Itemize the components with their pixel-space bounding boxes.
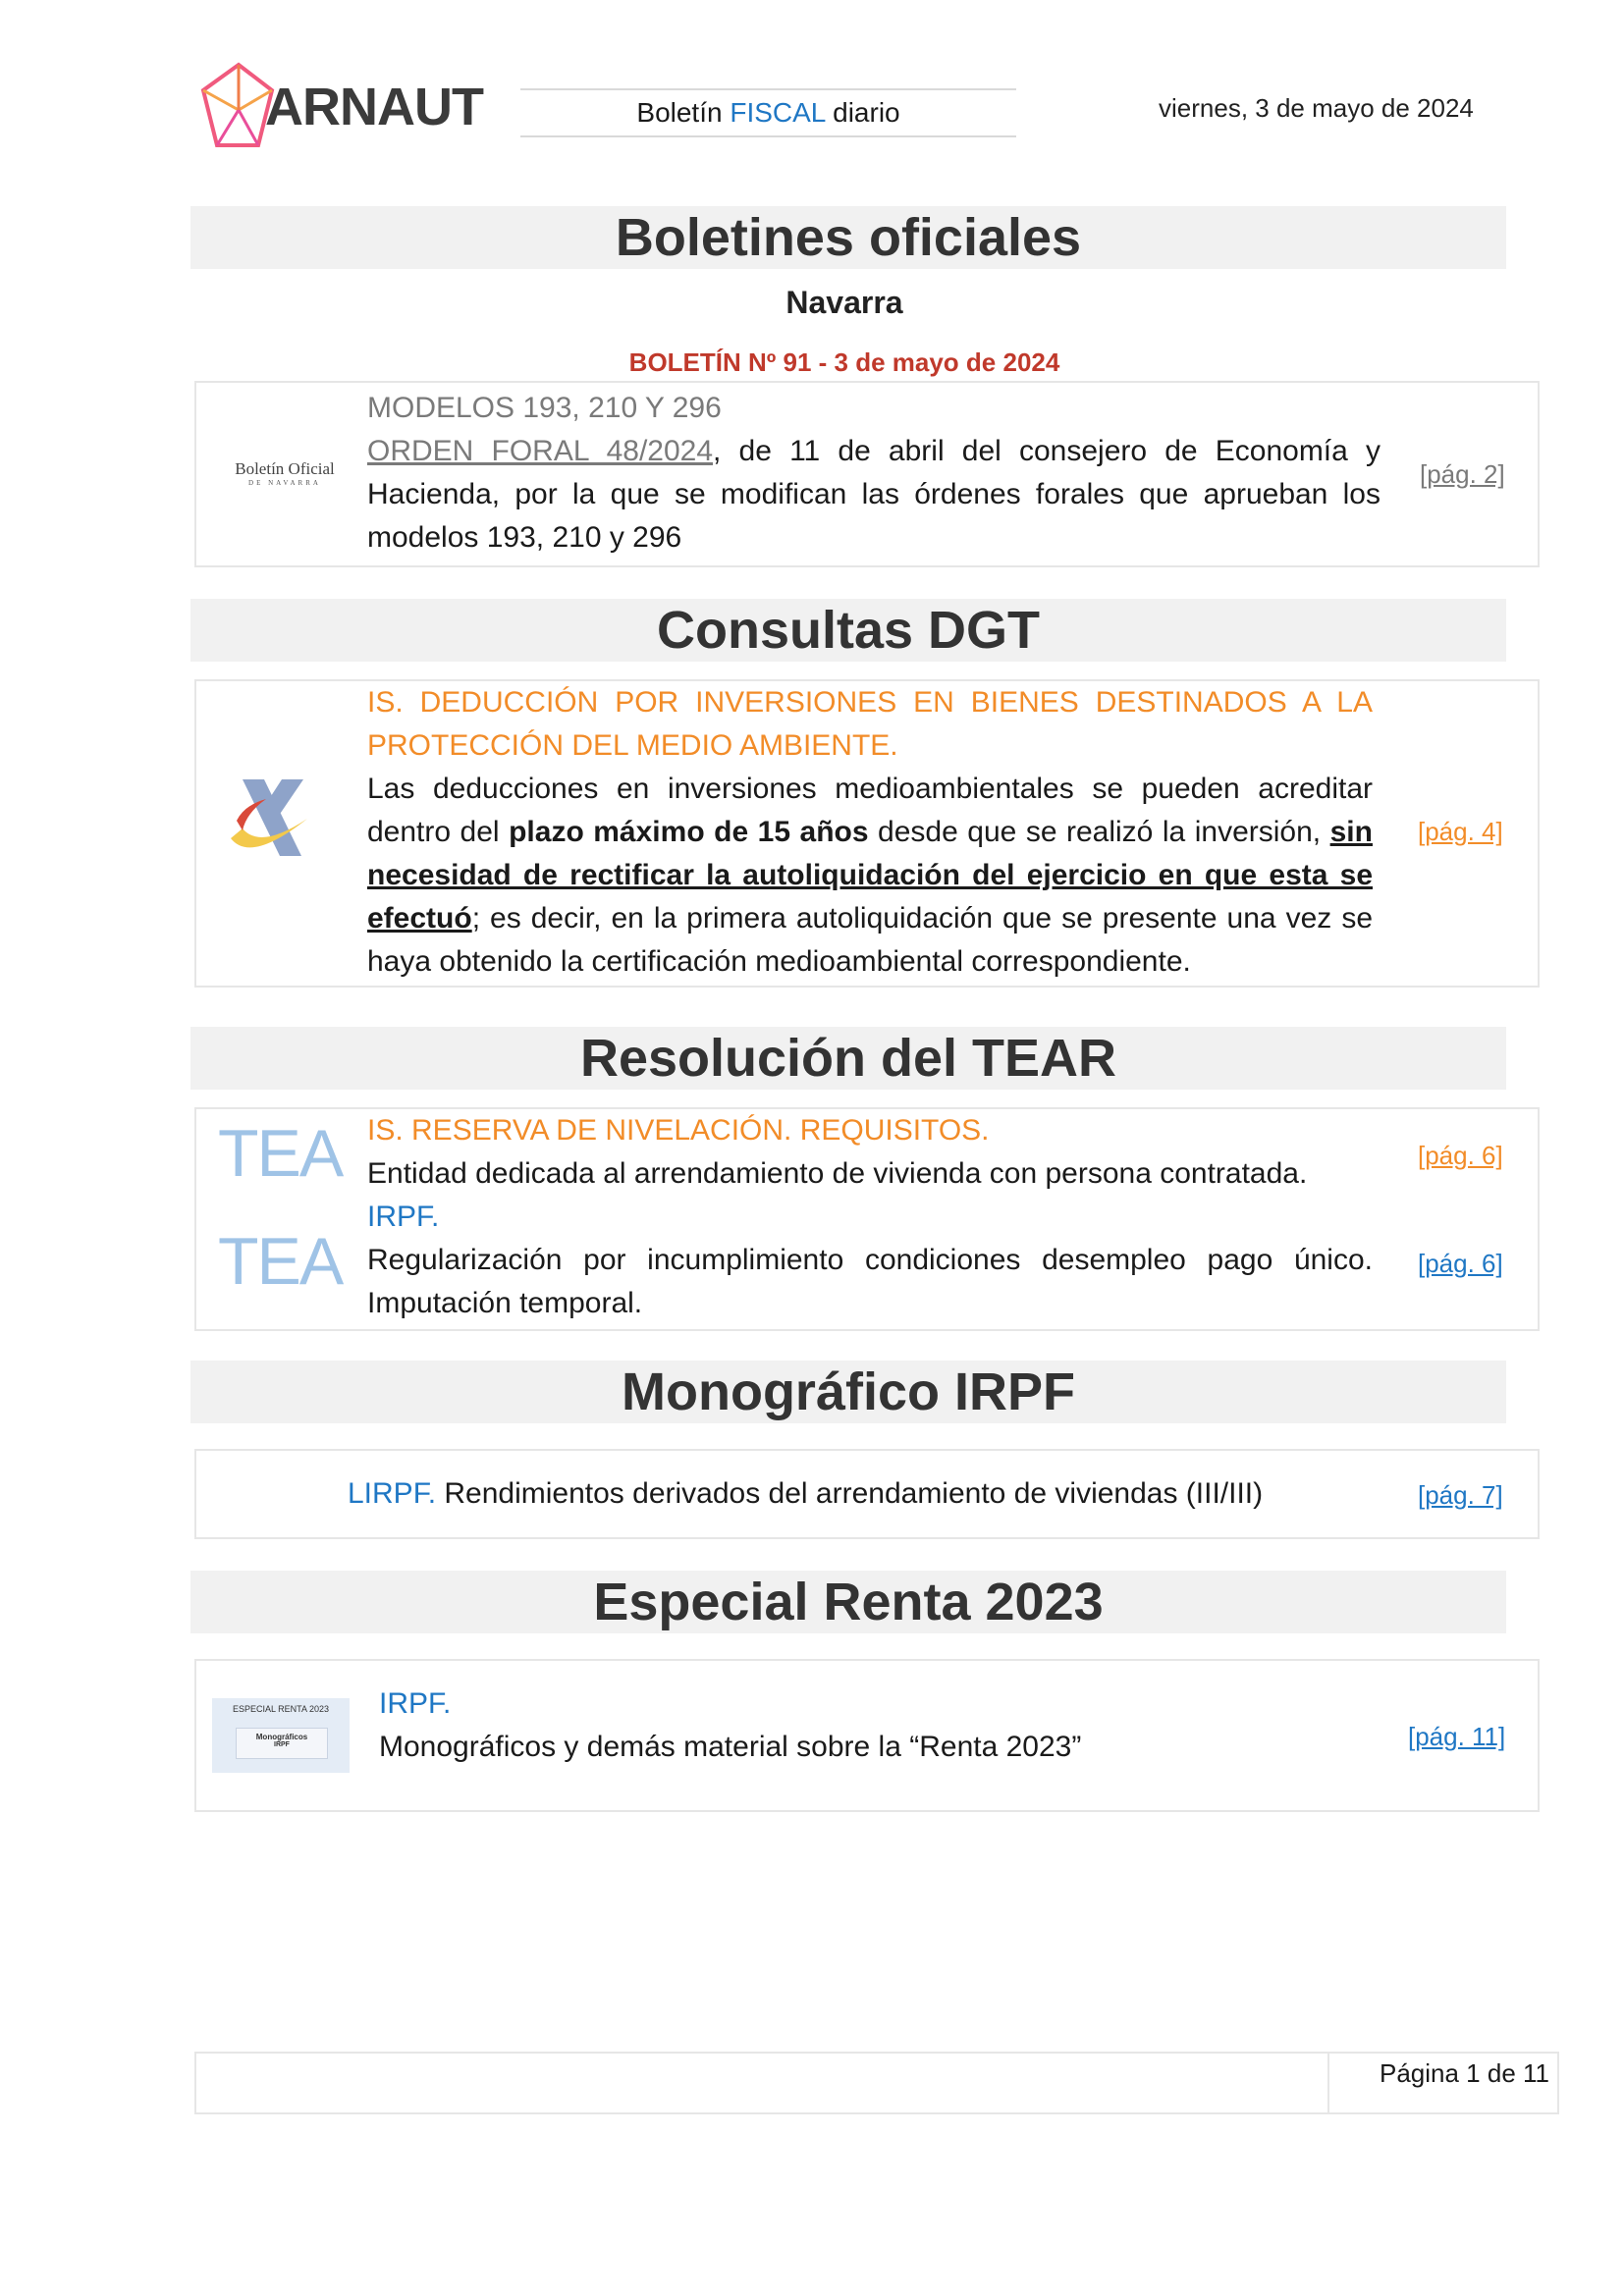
consultas-text-1: Las deducciones en inversiones medioambientales se pueden acreditar dentro del [367,773,1373,848]
consultas-text-bold: plazo máximo de 15 años [509,816,869,848]
bulletin-accent: FISCAL [730,97,826,128]
consultas-text-3: ; es decir, en la primera autoliquidación que se presente una vez se haya obtenido la certificación medioambiental correspondiente. [367,902,1373,978]
section-title-renta: Especial Renta 2023 [190,1571,1506,1633]
boletines-item-text [367,387,1380,560]
page-number: Página 1 de 11 [1380,2058,1549,2088]
renta-thumb-line1: Monográficos [255,1733,308,1741]
boletin-logo-text: Boletín Oficial [235,459,335,478]
region-heading: Navarra [785,285,903,320]
tea-logo-1: TEA [218,1116,343,1191]
tear-item-text [367,1109,1373,1325]
orden-foral-link[interactable]: ORDEN FORAL 48/2024 [367,435,714,467]
page-link-2[interactable]: [pág. 2] [1420,459,1505,489]
section-title-monografico: Monográfico IRPF [190,1361,1506,1423]
consultas-item-text [367,681,1373,984]
tear-item-2-heading: IRPF. [367,1201,440,1233]
consultas-text-2: desde que se realizó la inversión, [868,816,1330,848]
page-link-6b[interactable]: [pág. 6] [1418,1249,1503,1278]
boletin-navarra-logo [231,459,339,487]
section-title-tear: Resolución del TEAR [190,1027,1506,1090]
agencia-tributaria-icon [221,770,319,868]
page-link-11[interactable]: [pág. 11] [1408,1722,1506,1751]
tea-logo-2: TEA [218,1224,343,1299]
footer-box [194,2052,1559,2114]
monografico-item-text [348,1472,1263,1516]
tear-item-box [194,1107,1540,1331]
bulletin-title [520,88,1016,137]
agencia-tributaria-logo [221,770,319,873]
renta-item-box [194,1659,1540,1812]
consultas-item-heading: IS. DEDUCCIÓN POR INVERSIONES EN BIENES DESTINADOS A LA PROTECCIÓN DEL MEDIO AMBIENTE. [367,686,1373,762]
boletines-item-heading: MODELOS 193, 210 Y 296 [367,392,722,424]
renta-item-body: Monográficos y demás material sobre la “Renta 2023” [379,1731,1082,1763]
monografico-item-box [194,1449,1540,1539]
monografico-body: Rendimientos derivados del arrendamiento de viviendas (III/III) [436,1477,1264,1510]
consultas-text-bold-underline: sin necesidad de rectificar la autoliquidación del ejercicio en que esta se efectuó [367,816,1373,934]
renta-thumb-title: ESPECIAL RENTA 2023 [232,1704,330,1714]
boletines-item-box [194,381,1540,567]
renta-thumb-line2: IRPF [274,1741,290,1748]
consultas-item-box [194,679,1540,988]
boletines-item-body: , de 11 de abril del consejero de Economía y Hacienda, por la que se modifican las órdenes forales que aprueban los modelos 193, 210 y 296 [367,435,1380,554]
header-date: viernes, 3 de mayo de 2024 [1159,93,1474,123]
tear-item-2-text: Regularización por incumplimiento condiciones desempleo pago único. Imputación temporal. [367,1244,1373,1319]
bulletin-prefix: Boletín [636,97,731,128]
tear-item-1-heading: IS. RESERVA DE NIVELACIÓN. REQUISITOS. [367,1114,990,1147]
page-link-6a[interactable]: [pág. 6] [1418,1141,1503,1170]
renta-item-text [379,1682,1081,1769]
section-title-consultas: Consultas DGT [190,599,1506,662]
renta-item-heading: IRPF. [379,1687,452,1720]
renta-thumbnail [212,1698,350,1773]
page-link-4[interactable]: [pág. 4] [1418,817,1503,846]
monografico-prefix: LIRPF. [348,1477,437,1510]
logo-wordmark: ARNAUT [265,78,483,136]
page-link-7[interactable]: [pág. 7] [1418,1480,1503,1510]
renta-thumb-card [236,1728,328,1759]
bulletin-suffix: diario [825,97,900,128]
section-title-boletines: Boletines oficiales [190,206,1506,269]
boletin-logo-sub: DE NAVARRA [248,479,321,487]
tear-item-1-text: Entidad dedicada al arrendamiento de vivienda con persona contratada. [367,1157,1308,1190]
footer-divider [1327,2052,1329,2114]
boletin-number-line: BOLETÍN Nº 91 - 3 de mayo de 2024 [628,347,1060,377]
